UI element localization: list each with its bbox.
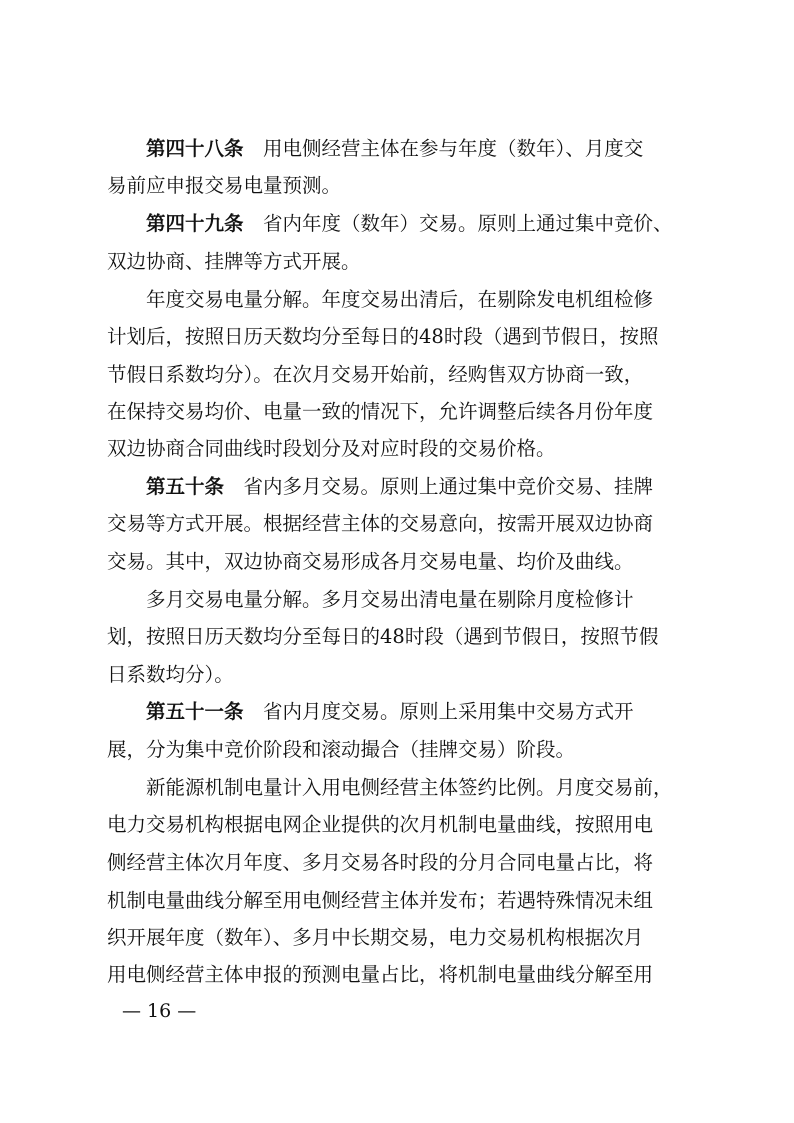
paragraph-newenergy-line-5: 织开展年度（数年）、多月中长期交易，电力交易机构根据次月	[107, 926, 644, 949]
article-51-text: 省内月度交易。原则上采用集中交易方式开	[243, 700, 634, 723]
article-48-line-1	[146, 137, 697, 161]
article-49-heading: 第四十九条	[146, 212, 244, 235]
paragraph-newenergy-line-4: 机制电量曲线分解至用电侧经营主体并发布；若遇特殊情况未组	[107, 889, 654, 912]
article-50-text: 省内多月交易。原则上通过集中竞价交易、挂牌	[224, 475, 654, 498]
article-50-line-3: 交易。其中，双边协商交易形成各月交易电量、均价及曲线。	[107, 550, 634, 573]
paragraph-multimonth-line-2: 划，按照日历天数均分至每日的48时段（遇到节假日，按照节假	[107, 625, 659, 648]
paragraph-multimonth-line-3: 日系数均分）。	[107, 663, 234, 686]
paragraph-annual-line-5: 双边协商合同曲线时段划分及对应时段的交易价格。	[107, 437, 556, 460]
paragraph-annual-line-1: 年度交易电量分解。年度交易出清后，在剔除发电机组检修	[146, 288, 654, 311]
article-50-line-1	[146, 475, 697, 499]
article-51-line-1	[146, 700, 697, 724]
article-50-heading: 第五十条	[146, 475, 225, 498]
article-51-line-2: 展，分为集中竞价阶段和滚动撮合（挂牌交易）阶段。	[107, 738, 576, 761]
article-49-line-1	[146, 212, 697, 236]
article-48-heading: 第四十八条	[146, 137, 244, 160]
article-50-line-2: 交易等方式开展。根据经营主体的交易意向，按需开展双边协商	[107, 512, 654, 535]
article-48-line-2: 易前应申报交易电量预测。	[107, 174, 342, 197]
paragraph-newenergy-line-6: 用电侧经营主体申报的预测电量占比，将机制电量曲线分解至用	[107, 963, 654, 986]
paragraph-annual-line-4: 在保持交易均价、电量一致的情况下，允许调整后续各月份年度	[107, 400, 654, 423]
paragraph-newenergy-line-1: 新能源机制电量计入用电侧经营主体签约比例。月度交易前，	[146, 776, 673, 799]
page-number: — 16 —	[122, 1000, 197, 1022]
article-51-heading: 第五十一条	[146, 700, 244, 723]
article-48-text: 用电侧经营主体在参与年度（数年）、月度交	[243, 137, 644, 160]
paragraph-newenergy-line-2: 电力交易机构根据电网企业提供的次月机制电量曲线，按照用电	[107, 813, 654, 836]
paragraph-annual-line-3: 节假日系数均分）。在次月交易开始前，经购售双方协商一致，	[107, 363, 644, 386]
paragraph-newenergy-line-3: 侧经营主体次月年度、多月交易各时段的分月合同电量占比，将	[107, 851, 654, 874]
paragraph-multimonth-line-1: 多月交易电量分解。多月交易出清电量在剔除月度检修计	[146, 588, 634, 611]
article-49-text: 省内年度（数年）交易。原则上通过集中竞价、	[243, 212, 673, 235]
article-49-line-2: 双边协商、挂牌等方式开展。	[107, 250, 361, 273]
paragraph-annual-line-2: 计划后，按照日历天数均分至每日的48时段（遇到节假日，按照	[107, 325, 659, 348]
